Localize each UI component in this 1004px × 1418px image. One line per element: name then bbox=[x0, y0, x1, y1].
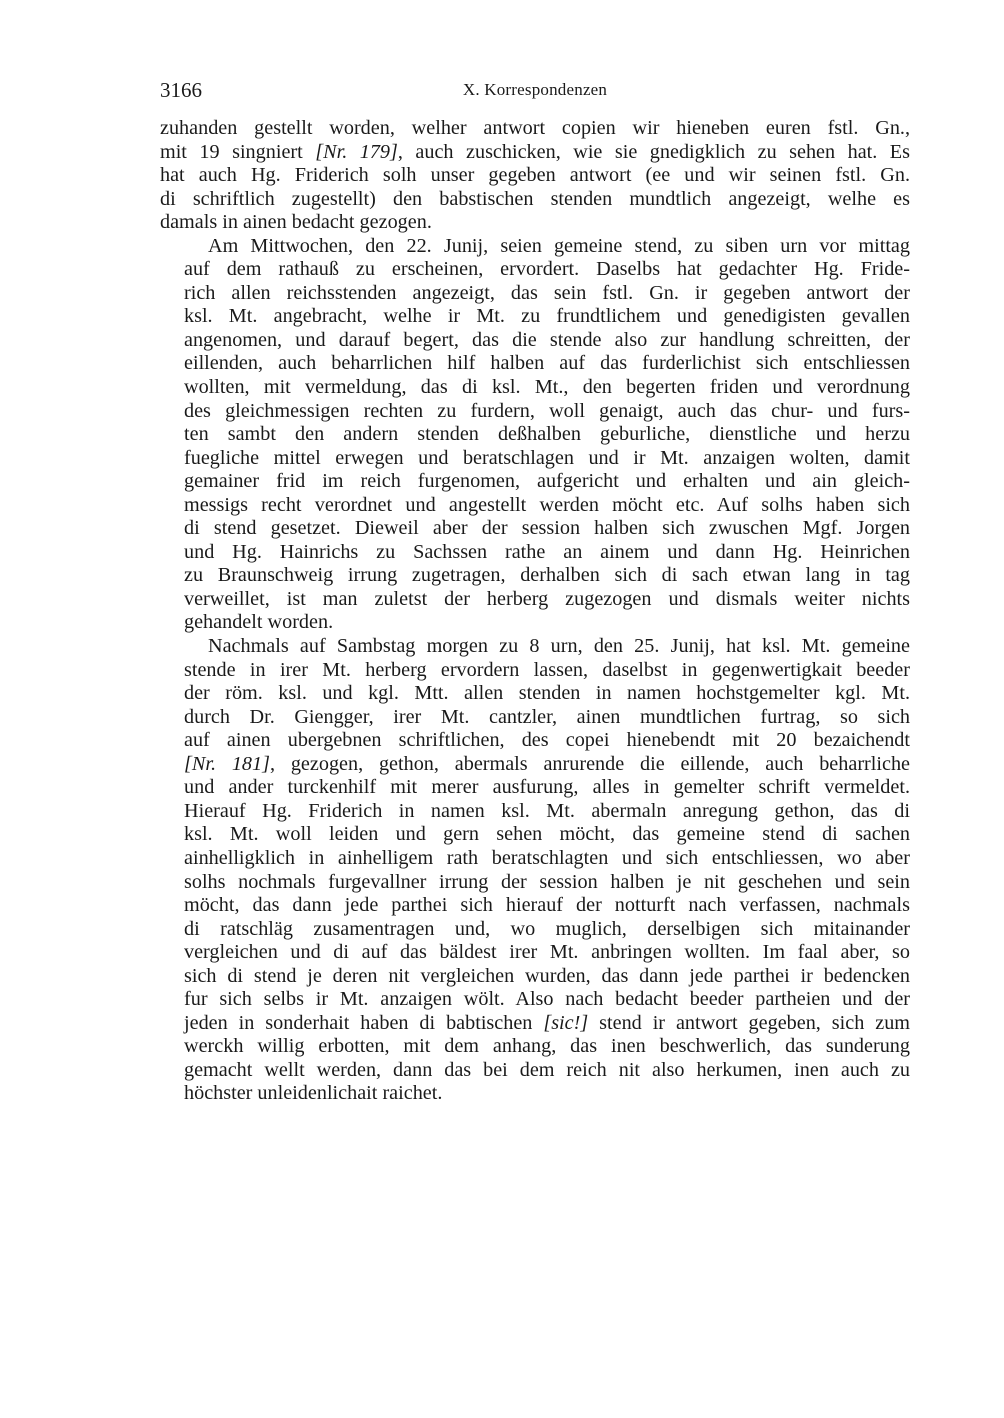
text-line: des gleichmessigen rechten zu furdern, woll genaigt, auch das chur- und furs- bbox=[184, 399, 910, 422]
text-line: auf ainen ubergebnen schriftlichen, des copei hienebendt mit 20 bezaichendt bbox=[184, 729, 910, 752]
text-line: eillenden, auch beharrlichen hilf halben auf das furderlichist sich entschliessen bbox=[184, 352, 910, 375]
text-line: di ratschläg zusamentragen und, wo muglich, derselbigen sich mitainander bbox=[184, 917, 910, 940]
text-line: ksl. Mt. woll leiden und gern sehen möcht, das gemeine stend di sachen bbox=[184, 823, 910, 846]
document-page bbox=[160, 78, 910, 1106]
text-line: sich di stend je deren nit vergleichen wurden, das dann jede parthei ir bedencken bbox=[184, 964, 910, 987]
text-line: ten sambt den andern stenden deßhalben geburliche, dienstliche und herzu bbox=[184, 423, 910, 446]
text-line: fuegliche mittel erwegen und beratschlagen und ir Mt. anzaigen wolten, damit bbox=[184, 446, 910, 469]
text-line: der röm. ksl. und kgl. Mtt. allen stenden in namen hochstgemelter kgl. Mt. bbox=[184, 682, 910, 705]
text-line: di stend gesetzet. Dieweil aber der session halben sich zwuschen Mgf. Jorgen bbox=[184, 517, 910, 540]
text-line: jeden in sonderhait haben di babtischen [sic!] stend ir antwort gegeben, sich zum bbox=[184, 1011, 910, 1034]
paragraph bbox=[160, 117, 910, 235]
text-line: wollten, mit vermeldung, das di ksl. Mt., den begerten friden und verordnung bbox=[184, 376, 910, 399]
text-line: stende in irer Mt. herberg ervordern lassen, daselbst in gegenwertigkait beeder bbox=[184, 658, 910, 681]
page-header bbox=[160, 78, 910, 110]
text-line: zuhanden gestellt worden, welher antwort copien wir hieneben euren fstl. Gn., bbox=[160, 117, 910, 139]
text-line: gemacht wellt werden, dann das bei dem reich nit also herkumen, inen auch zu bbox=[184, 1058, 910, 1081]
paragraph bbox=[160, 235, 910, 635]
text-line: durch Dr. Giengger, irer Mt. cantzler, ainen mundtlichen furtrag, so sich bbox=[184, 705, 910, 728]
text-line: [Nr. 181], gezogen, gethon, abermals anrurende die eillende, auch beharrliche bbox=[184, 752, 910, 775]
text-line: Am Mittwochen, den 22. Junij, seien gemeine stend, zu siben urn vor mittag bbox=[208, 234, 910, 257]
text-line: Hierauf Hg. Friderich in namen ksl. Mt. abermaln anregung gethon, das di bbox=[184, 799, 910, 822]
cross-reference: [Nr. 181] bbox=[184, 752, 270, 775]
text-line: gemainer frid im reich furgenomen, aufgericht und erhalten und ain gleich- bbox=[184, 470, 910, 493]
text-line: und Hg. Hainrichs zu Sachssen rathe an ainem und dann Hg. Heinrichen bbox=[184, 540, 910, 563]
text-line: damals in ainen bedacht gezogen. bbox=[160, 211, 432, 234]
text-line: di schriftlich zugestellt) den babstischen stenden mundtlich angezeigt, welhe es bbox=[160, 187, 910, 210]
text-line: zu Braunschweig irrung zugetragen, derhalben sich di sach etwan lang in tag bbox=[184, 564, 910, 587]
text-line: rich allen reichsstenden angezeigt, das sein fstl. Gn. ir gegeben antwort der bbox=[184, 281, 910, 304]
running-head: X. Korrespondenzen bbox=[462, 80, 608, 99]
text-line: angenomen, und darauf begert, das die stende also zur handlung schreitten, der bbox=[184, 328, 910, 351]
text-line: vergleichen und di auf das bäldest irer Mt. anbringen wollten. Im faal aber, so bbox=[184, 941, 910, 964]
cross-reference: [sic!] bbox=[543, 1011, 589, 1034]
text-line: hat auch Hg. Friderich solh unser gegeben antwort (ee und wir seinen fstl. Gn. bbox=[160, 164, 910, 187]
text-line: höchster unleidenlichait raichet. bbox=[184, 1082, 443, 1105]
text-line: fur sich selbs ir Mt. anzaigen wölt. Also nach bedacht beeder partheien und der bbox=[184, 988, 910, 1011]
text-line: solhs nochmals furgevallner irrung der session halben je nit geschehen und sein bbox=[184, 870, 910, 893]
text-line: werckh willig erbotten, mit dem anhang, das inen beschwerlich, das sunderung bbox=[184, 1035, 910, 1058]
paragraph bbox=[160, 635, 910, 1106]
page-number: 3166 bbox=[160, 78, 202, 102]
cross-reference: [Nr. 179] bbox=[315, 140, 398, 163]
text-line: verweillet, ist man zuletst der herberg zugezogen und dismals weiter nichts bbox=[184, 587, 910, 610]
text-line: auf dem rathauß zu erscheinen, ervordert. Daselbs hat gedachter Hg. Fride- bbox=[184, 258, 910, 281]
text-line: möcht, das dann jede parthei sich hierauf der notturft nach verfassen, nachmals bbox=[184, 894, 910, 917]
text-line: mit 19 singniert [Nr. 179], auch zuschicken, wie sie gnedigklich zu sehen hat. Es bbox=[160, 140, 910, 163]
text-line: ksl. Mt. angebracht, welhe ir Mt. zu frundtlichem und genedigisten gevallen bbox=[184, 305, 910, 328]
body-text bbox=[160, 117, 910, 1106]
text-line: messigs recht verordnet und angestellt werden möcht etc. Auf solhs haben sich bbox=[184, 493, 910, 516]
text-line: gehandelt worden. bbox=[184, 611, 334, 634]
text-line: ainhelligklich in ainhelligem rath beratschlagten und sich entschliessen, wo aber bbox=[184, 846, 910, 869]
text-line: Nachmals auf Sambstag morgen zu 8 urn, den 25. Junij, hat ksl. Mt. gemeine bbox=[208, 635, 910, 658]
text-line: und ander turckenhilf mit merer ausfurung, alles in gemelter schrift vermeldet. bbox=[184, 776, 910, 799]
